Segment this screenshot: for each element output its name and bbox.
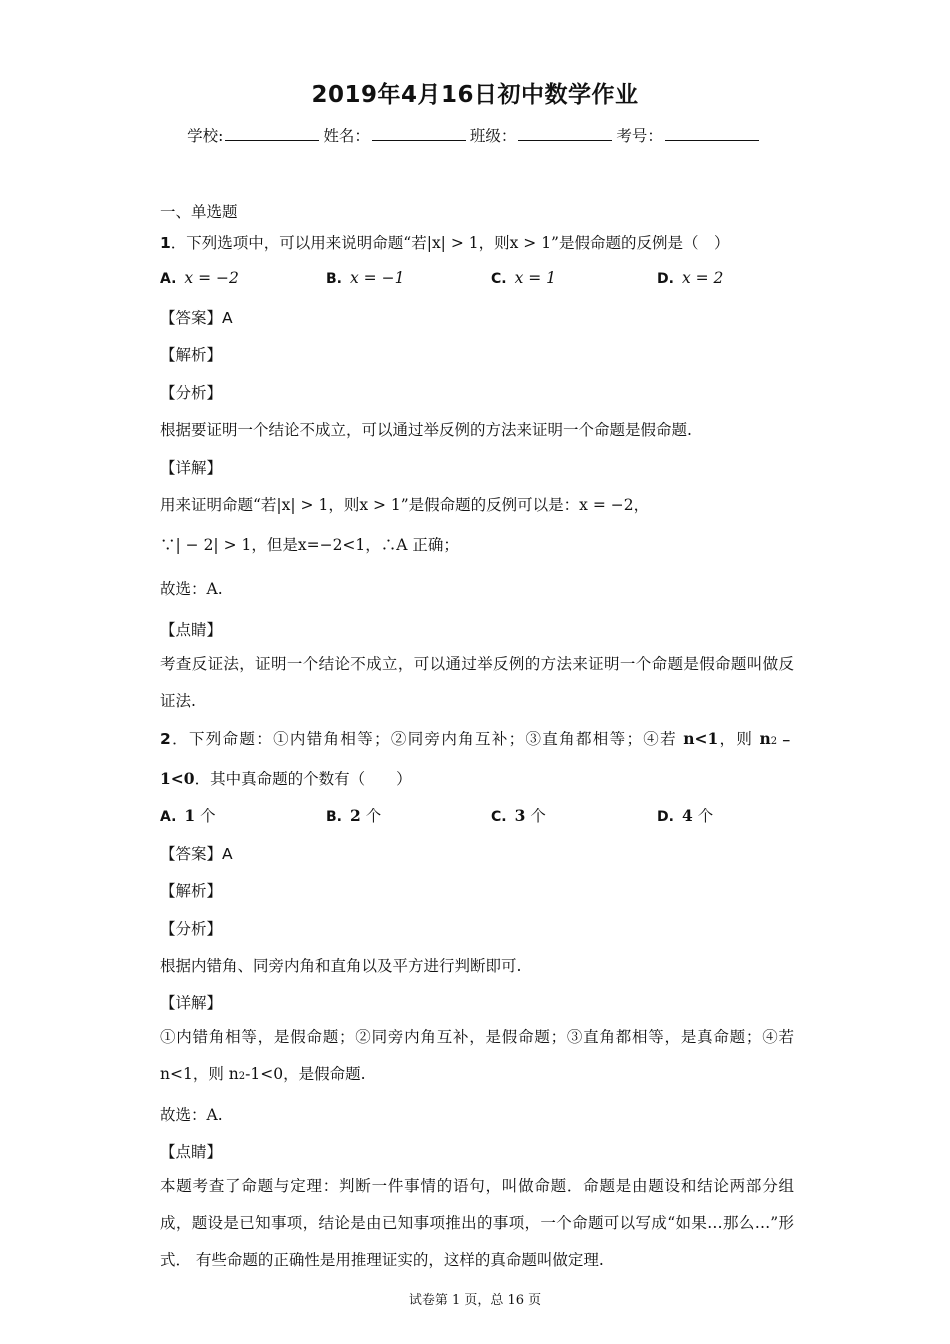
q1-stem	[160, 231, 729, 253]
school-blank[interactable]	[225, 126, 319, 141]
exam-number-label: 考号：	[616, 127, 663, 145]
q1-stem-text: ．下列选项中，可以用来说明命题“若|x| > 1，则x > 1”是假命题的反例是（ ）	[170, 234, 730, 252]
q1-detail-label: 【详解】	[160, 459, 223, 477]
q2-detail-label: 【详解】	[160, 994, 223, 1012]
q1-detail-line1: 用来证明命题“若|x| > 1，则x > 1”是假命题的反例可以是：x = −2，	[160, 496, 650, 514]
q2-option-c: C. 3 个	[491, 806, 546, 825]
exam-number-blank[interactable]	[665, 126, 759, 141]
q1-option-a: A. x = −2	[160, 269, 239, 287]
page-title: 2019年4月16日初中数学作业	[311, 82, 639, 108]
name-label: 姓名：	[323, 127, 370, 145]
q1-choose: 故选：A.	[160, 580, 223, 598]
class-blank[interactable]	[518, 126, 612, 141]
q1-option-b: B. x = −1	[326, 269, 405, 287]
q1-analysis-label: 【解析】	[160, 346, 223, 364]
q2-fenxi-text: 根据内错角、同旁内角和直角以及平方进行判断即可.	[160, 957, 522, 975]
q1-comment-label: 【点睛】	[160, 621, 223, 639]
school-label: 学校:	[187, 127, 224, 145]
q1-answer: 【答案】A	[160, 309, 233, 327]
q2-answer: 【答案】A	[160, 845, 233, 863]
student-info-line	[0, 124, 950, 146]
q2-detail-text: ①内错角相等，是假命题；②同旁内角互补，是假命题；③直角都相等，是真命题；④若 n<1，则 n2-1<0，是假命题.	[160, 1028, 794, 1083]
q2-option-d: D. 4 个	[657, 806, 714, 825]
q1-option-d: D. x = 2	[657, 269, 724, 287]
q2-fenxi-label: 【分析】	[160, 920, 223, 938]
q1-detail-line2: ∵| − 2| > 1，但是x=−2<1，∴A 正确；	[160, 536, 459, 554]
q2-option-a: A. 1 个	[160, 806, 216, 825]
name-blank[interactable]	[372, 126, 466, 141]
q2-analysis-label: 【解析】	[160, 882, 223, 900]
q2-comment-label: 【点睛】	[160, 1143, 223, 1161]
q1-fenxi-label: 【分析】	[160, 384, 223, 402]
q1-number: 1	[160, 234, 171, 252]
class-label: 班级：	[469, 127, 517, 145]
q1-fenxi-text: 根据要证明一个结论不成立，可以通过举反例的方法来证明一个命题是假命题.	[160, 421, 692, 439]
page-footer: 试卷第 1 页，总 16 页	[408, 1293, 542, 1308]
q2-option-b: B. 2 个	[326, 806, 382, 825]
section-heading: 一、单选题	[160, 203, 238, 221]
q1-option-c: C. x = 1	[491, 269, 557, 287]
q2-stem: 2．下列命题：①内错角相等；②同旁内角互补；③直角都相等；④若 n<1，则 n2﹣1<0．其中真命题的个数有（ ）	[160, 729, 794, 788]
q1-comment-text: 考查反证法，证明一个结论不成立，可以通过举反例的方法来证明一个命题是假命题叫做反证法.	[160, 655, 794, 710]
q2-number: 2	[160, 730, 171, 748]
q2-choose: 故选：A.	[160, 1106, 223, 1124]
q2-comment-text: 本题考查了命题与定理：判断一件事情的语句，叫做命题．命题是由题设和结论两部分组成，题设是已知事项，结论是由已知事项推出的事项，一个命题可以写成“如果…那么…”形式． 有些命题的正确性是用推理证实的，这样的真命题叫做定理.	[160, 1177, 794, 1269]
